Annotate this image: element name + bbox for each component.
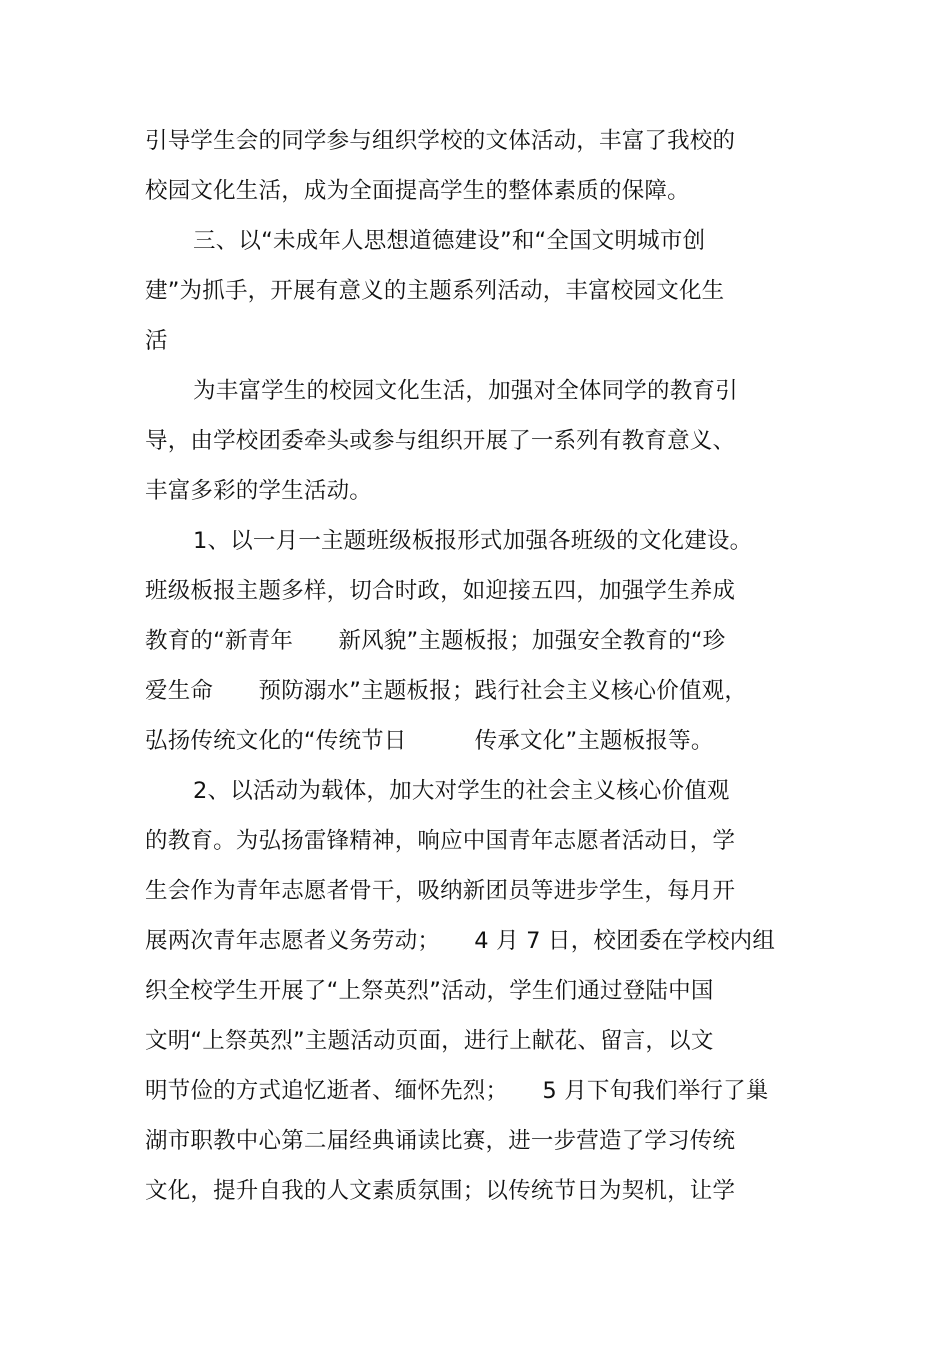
list-item-1: 1、以一月一主题班级板报形式加强各班级的文化建设。 <box>193 528 753 554</box>
text-line: 织全校学生开展了“上祭英烈”活动，学生们通过登陆中国 <box>145 978 714 1004</box>
text-line: 湖市职教中心第二届经典诵读比赛，进一步营造了学习传统 <box>145 1128 736 1154</box>
text-line: 校园文化生活，成为全面提高学生的整体素质的保障。 <box>145 178 690 204</box>
paragraph-start: 为丰富学生的校园文化生活，加强对全体同学的教育引 <box>193 378 738 404</box>
text-line: 爱生命 预防溺水”主题板报；践行社会主义核心价值观， <box>145 678 748 704</box>
text-line: 教育的“新青年 新风貌”主题板报；加强安全教育的“珍 <box>145 628 726 654</box>
text-line: 的教育。为弘扬雷锋精神，响应中国青年志愿者活动日，学 <box>145 828 736 854</box>
section-heading: 三、以“未成年人思想道德建设”和“全国文明城市创 <box>193 228 706 254</box>
text-line: 导，由学校团委牵头或参与组织开展了一系列有教育意义、 <box>145 428 736 454</box>
section-heading-cont: 建”为抓手，开展有意义的主题系列活动，丰富校园文化生 <box>145 278 725 304</box>
text-line: 明节俭的方式追忆逝者、缅怀先烈； 5 月下旬我们举行了巢 <box>145 1078 769 1104</box>
list-item-2: 2、以活动为载体，加大对学生的社会主义核心价值观 <box>193 778 730 804</box>
text-line: 丰富多彩的学生活动。 <box>145 478 373 504</box>
text-line: 弘扬传统文化的“传统节日 传承文化”主题板报等。 <box>145 728 714 754</box>
text-line: 引导学生会的同学参与组织学校的文体活动，丰富了我校的 <box>145 128 736 154</box>
text-line: 展两次青年志愿者义务劳动； 4 月 7 日，校团委在学校内组 <box>145 928 776 954</box>
text-line: 生会作为青年志愿者骨干，吸纳新团员等进步学生，每月开 <box>145 878 736 904</box>
text-line: 班级板报主题多样，切合时政，如迎接五四，加强学生养成 <box>145 578 736 604</box>
text-line: 文化，提升自我的人文素质氛围；以传统节日为契机，让学 <box>145 1178 736 1204</box>
section-heading-cont: 活 <box>145 328 168 354</box>
text-line: 文明“上祭英烈”主题活动页面，进行上献花、留言，以文 <box>145 1028 714 1054</box>
